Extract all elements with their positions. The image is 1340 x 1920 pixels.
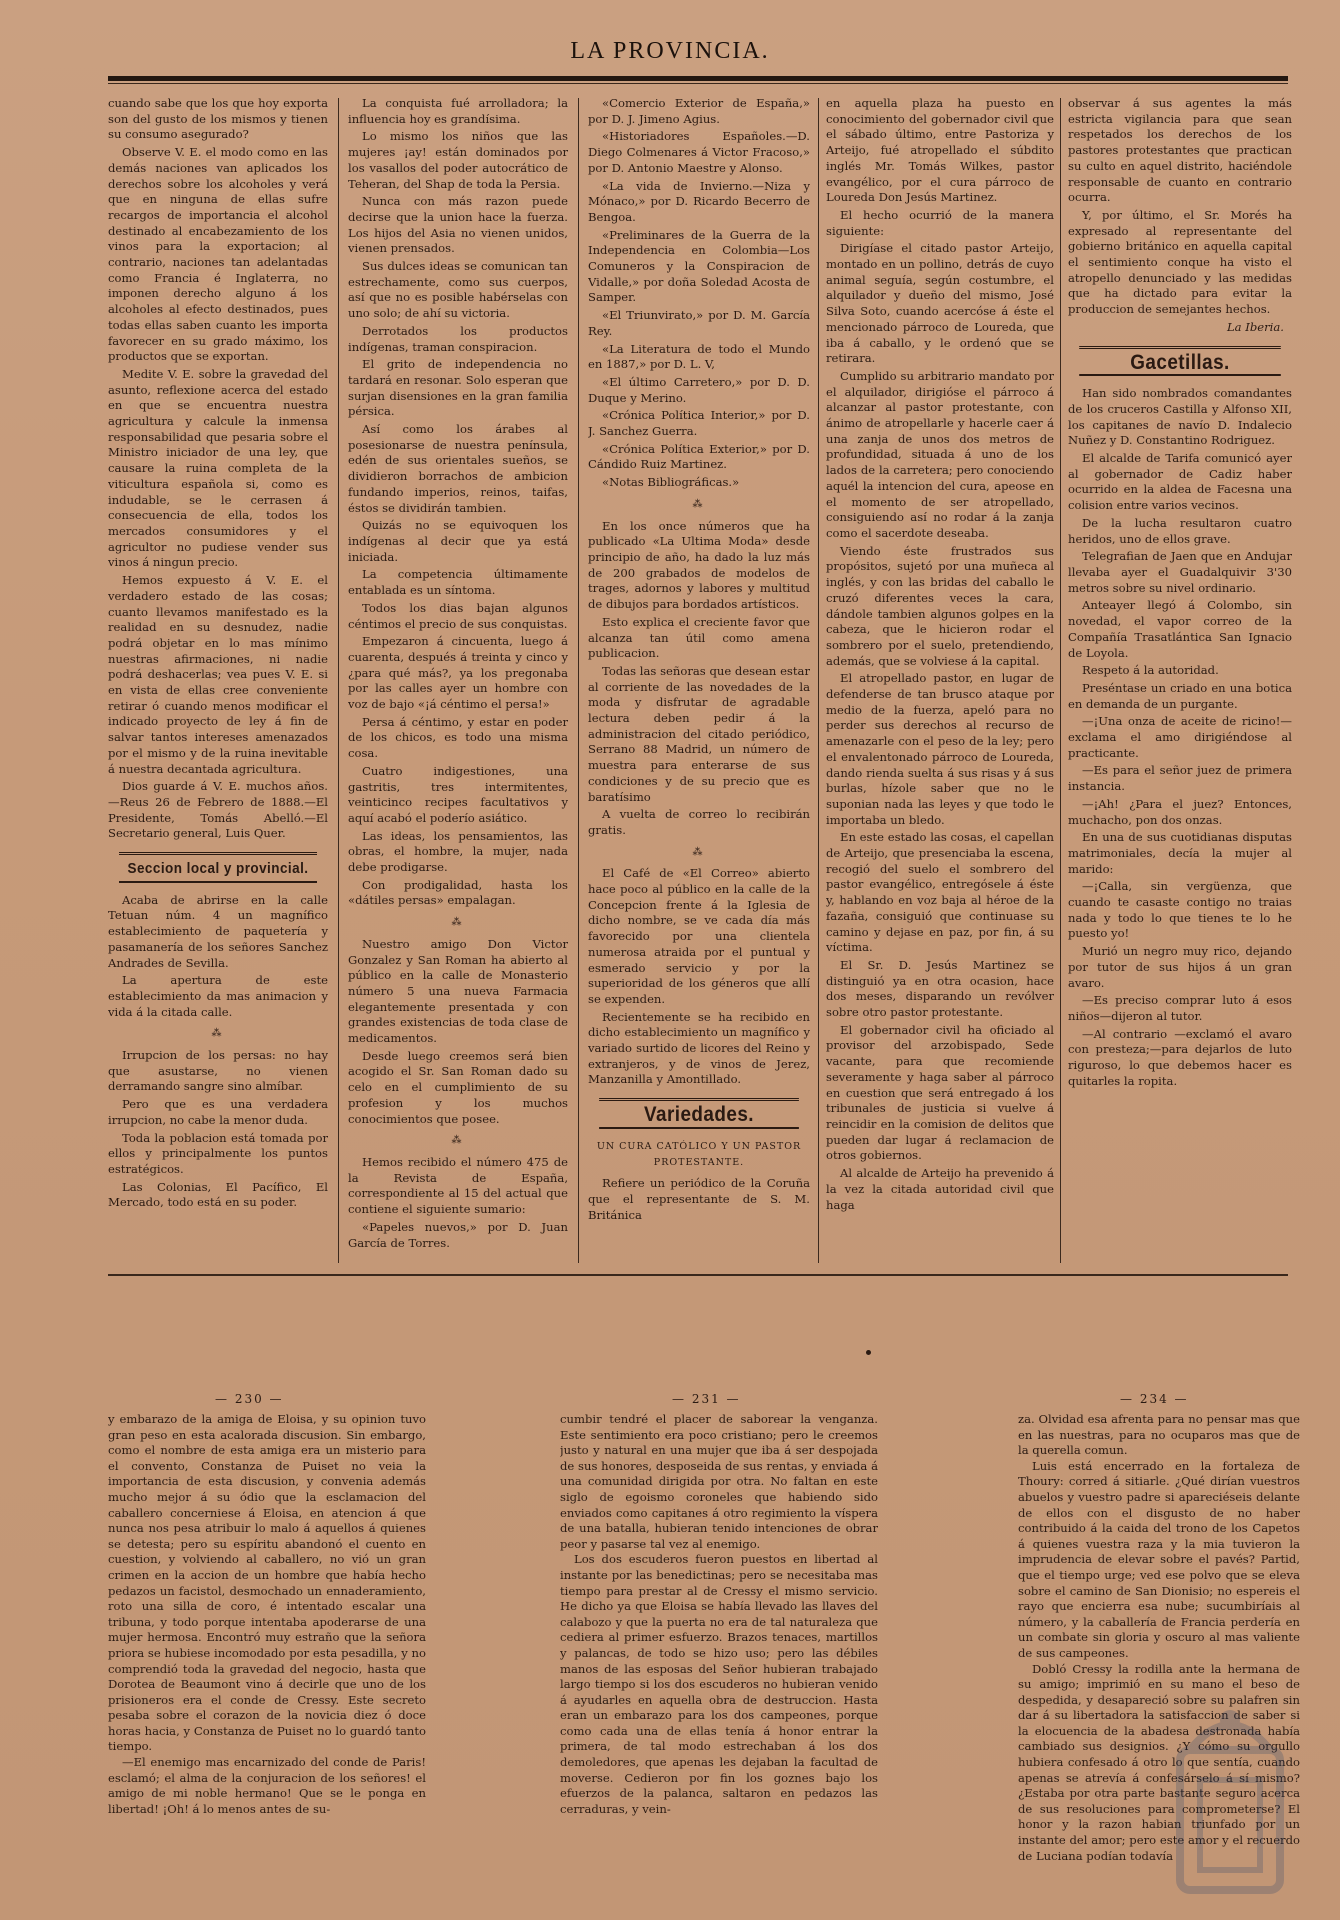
col4-paragraph: El hecho ocurrió de la manera siguiente: (826, 207, 1054, 238)
col2-paragraph: Nuestro amigo Don Victor Gonzalez y San Roman ha abierto al público en la calle de Monasterio número 5 una nueva Farmacia elegantemente presentada y con grandes existencias de toda clase de medicamentos. (348, 936, 568, 1046)
col1-paragraph: La apertura de este establecimiento da mas animacion y vida á la citada calle. (108, 973, 328, 1019)
col4-paragraph: en aquella plaza ha puesto en conocimiento del gobernador civil que el sábado último, entre Pastoriza y Arteijo, fué atropellado el súbdito inglés Mr. Tomás Wilkes, pastor evangélico, por el cura párroco de Loureda Don Jesús Martinez. (826, 96, 1054, 205)
col1-paragraph: Toda la poblacion está tomada por ellos y principalmente los puntos estratégicos. (108, 1130, 328, 1176)
col3-paragraph: En los once números que ha publicado «La Ultima Moda» desde principio de año, ha dado la luz más de 200 grabados de modelos de trages, adornos y labores y multitud de dibujos para bordados artísticos. (588, 518, 810, 612)
col5-paragraph: —¡Ah! ¿Para el juez? Entonces, muchacho, pon dos onzas. (1068, 796, 1292, 827)
col1-signature: Dios guarde á V. E. muchos años.—Reus 26 de Febrero de 1888.—El Presidente, Tomás Abelló.—El Secretario general, Luis Quer. (108, 779, 328, 841)
col2-paragraph: Desde luego creemos será bien acogido el Sr. San Roman dado su celo en el cumplimiento de su profesion y los muchos conocimientos que posee. (348, 1048, 568, 1126)
col3-paragraph: Todas las señoras que desean estar al corriente de las novedades de la moda y disfrutar de agradable lectura deben pedir á la administracion del citado periódico, Serrano 88 Madrid, un número de muestra para enterarse de sus condiciones y de su precio que es baratísimo (588, 663, 810, 804)
column-1 (108, 96, 328, 1266)
col4-paragraph: En este estado las cosas, el capellan de Arteijo, que presenciaba la escena, recogió del suelo el sombrero del pastor evangélico, entregósele á éste y, hablando en voz baja al héroe de la fazaña, consiguió que continuase su camino y dejase en paz, por fin, á su víctima. (826, 830, 1054, 955)
col3-paragraph: Recientemente se ha recibido en dicho establecimiento un magnífico y variado surtido de licores del Reino y extranjeros, y de vinos de Jerez, Manzanilla y Amontillado. (588, 1009, 810, 1087)
col2-paragraph: «Papeles nuevos,» por D. Juan García de Torres. (348, 1219, 568, 1250)
library-watermark-icon (1160, 1690, 1300, 1900)
col4-paragraph: El atropellado pastor, en lugar de defenderse de tan brusco ataque por medio de la fuerza, apeló para no perder sus derechos al recurso de amenazarle con el peso de la ley; pero el envalentonado párroco de Loureda, dando rienda suelta á sus risas y á sus burlas, hízole saber que no le suponian nada las leyes y que todo le importaba un bledo. (826, 671, 1054, 827)
separator-asterism: ⁂ (211, 1028, 225, 1040)
separator-asterism: ⁂ (692, 846, 706, 858)
col1-paragraph: Acaba de abrirse en la calle Tetuan núm. 4 un magnífico establecimiento de paquetería y pasamanería de los señores Sanchez Andrades de Sevilla. (108, 892, 328, 970)
book-page-2 (560, 1412, 878, 1912)
book-page-number: — 231 — (672, 1392, 741, 1406)
page-bottom-rule (108, 1274, 1288, 1276)
col5-paragraph: Respeto á la autoridad. (1082, 663, 1219, 678)
ink-dot (866, 1350, 871, 1355)
col4-paragraph: Viendo éste frustrados sus propósitos, sujetó por una muñeca al inglés, y con las bridas del caballo le cruzó diferentes veces la cara, dándole tambien algunos golpes en la cabeza, que le hicieron rodar el sombrero por el suelo, pretendiendo, además, que se volviese á la capital. (826, 543, 1054, 668)
col3-paragraph: «Crónica Política Interior,» por D. J. Sanchez Guerra. (588, 408, 810, 439)
col3-paragraph: El Café de «El Correo» abierto hace poco al público en la calle de la Concepcion frente á la Iglesia de dicho nombre, se ve cada día más favorecido por una clientela numerosa atraida por el puntual y esmerado servicio y por la superioridad de los géneros que allí se expenden. (588, 866, 810, 1006)
col3-paragraph: «El último Carretero,» por D. D. Duque y Merino. (588, 374, 810, 405)
col5-paragraph: De la lucha resultaron cuatro heridos, uno de ellos grave. (1068, 515, 1292, 546)
col5-paragraph: —Es preciso comprar luto á esos niños—dijeron al tutor. (1068, 993, 1292, 1023)
book-paragraph: y embarazo de la amiga de Eloisa, y su opinion tuvo gran peso en esta acalorada discusion. Sin embargo, como el nombre de esta amiga era un misterio para el convento, Constanza de Puiset no veia la importancia de esta discusion, y convenia además mucho mejor á su ódio que la esclamacion del caballero concerniese á Eloisa, en atencion á que nunca nos pesa atribuir lo malo á aquellos á quienes se detesta; pero su espíritu abandonó el cuento en cuestion, y volviendo al caballero, no vió un gran crimen en la accion de un hombre que había hecho pedazos un facistol, desmochado un ennaderamiento, roto una silla de coro, é intentado escalar una tribuna, y todo porque intentaba apoderarse de una mujer hermosa. Encontró muy estraño que la señora priora se hubiese incomodado por esta pesadilla, y no comprendió toda la gravedad del negocio, hasta que Dorotea de Beaumont vino á decirle que uno de los prisioneros era el conde de Cressy. Este secreto pesaba sobre el corazon de la novicia diez ó doce horas hacia, y Constanza de Puiset no lo guardó tanto tiempo. (108, 1412, 426, 1754)
col2-paragraph: Persa á céntimo, y estar en poder de los chicos, es todo una misma cosa. (348, 714, 568, 761)
col2-paragraph: Quizás no se equivoquen los indígenas al decir que ya está iniciada. (348, 518, 568, 564)
col3-paragraph: «Comercio Exterior de España,» por D. J. Jimeno Agius. (588, 96, 810, 126)
column-divider (578, 98, 579, 1263)
column-4 (826, 96, 1054, 1266)
book-paragraph: Luis está encerrado en la fortaleza de Thoury: corred á sitiarle. ¿Qué dirían vuestros abuelos y vuestro padre si apareciéseis delante de ellos con el disgusto de no haber contribuido á la caida del trono de los Capetos á quienes vuestra raza y la mia tuvieron la imprudencia de elevar sobre el pavés? Partid, que el tiempo urge; ved ese polvo que se eleva sobre el camino de San Dionisio; no espereis el rayo que encierra esa nube; sucumbiríais al número, y la caballería de Francia perdería en un combate sin gloria y oscuro al mas valiente de sus campeones. (1018, 1458, 1300, 1660)
col2-paragraph: Así como los árabes al posesionarse de nuestra península, edén de sus orientales sueños, se dividieron borrachos de ambicion fundando imperios, reinos, taifas, éstos se dividirán tambien. (348, 422, 568, 515)
col5-paragraph: —Al contrario —exclamó el avaro con presteza;—para dejarlos de luto riguroso, lo que debemos hacer es quitarles la ropita. (1068, 1026, 1292, 1088)
col2-paragraph: La competencia últimamente entablada es un síntoma. (348, 567, 568, 598)
col2-paragraph: Con prodigalidad, hasta los «dátiles persas» empalagan. (348, 877, 568, 908)
book-page-number: — 230 — (215, 1392, 284, 1406)
col5-paragraph: Murió un negro muy rico, dejando por tutor de sus hijos á un gran avaro. (1068, 944, 1292, 990)
col5-paragraph: Y, por último, el Sr. Morés ha expresado al representante del gobierno británico en aquella capital el sentimiento conque ha visto el atropello denunciado y las medidas que ha dictado para evitar la produccion de semejantes hechos. (1068, 207, 1292, 317)
col4-paragraph: Al alcalde de Arteijo ha prevenido á la vez la citada autoridad civil que haga (826, 1166, 1054, 1212)
col4-paragraph: Dirigíase el citado pastor Arteijo, montado en un pollino, detrás de cuyo animal seguía, según costumbre, el alquilador y dueño del mismo, José Silva Soto, cuando acercóse á éste el mencionado párroco de Loureda, que iba á caballo, y le ordenó que se retirara. (826, 241, 1054, 366)
column-divider (1060, 98, 1061, 1263)
col1-paragraph: cuando sabe que los que hoy exporta son del gusto de los mismos y tienen su consumo asegurado? (108, 96, 328, 142)
col2-paragraph: Sus dulces ideas se comunican tan estrechamente, como sus cuerpos, así que no es posible habérselas con uno solo; de ahí su victoria. (348, 259, 568, 321)
col5-paragraph: El alcalde de Tarifa comunicó ayer al gobernador de Cadiz haber ocurrido en la aldea de Facesna una colision entre varios vecinos. (1068, 451, 1292, 513)
col2-paragraph: Nunca con más razon puede decirse que la union hace la fuerza. Los hijos del Asia no vienen unidos, vienen prensados. (348, 194, 568, 256)
col5-paragraph: Preséntase un criado en una botica en demanda de un purgante. (1068, 680, 1292, 711)
book-paragraph: cumbir tendré el placer de saborear la venganza. Este sentimiento era poco cristiano; pero le creemos justo y natural en una mujer que iba á ser despojada de sus honores, desposeida de sus rentas, y enviada á una comunidad dirigida por otra. No faltan en este siglo de egoismo coroneles que habiendo sido enviados como capitanes á otro regimiento la víspera de una batalla, hubieran tenido intenciones de obrar peor y pasarse tal vez al enemigo. (560, 1412, 878, 1551)
col1-paragraph: Medite V. E. sobre la gravedad del asunto, reflexione acerca del estado en que se encuentra nuestra agricultura y calcule la inmensa responsabilidad que pesaria sobre el Ministro iniciador de una ley, que causare la ruina completa de la viticultura española si, como es indudable, se le cerrasen á consecuencia de ella, todos los mercados consumidores y el agricultor no pudiese vender sus vinos á ningun precio. (108, 366, 328, 570)
col5-paragraph: En una de sus cuotidianas disputas matrimoniales, decía la mujer al marido: (1068, 830, 1292, 876)
book-paragraph: za. Olvidad esa afrenta para no pensar mas que en las nuestras, para no ocuparos mas que de la querella comun. (1018, 1412, 1300, 1458)
column-divider (338, 98, 339, 1263)
masthead-title: LA PROVINCIA. (570, 38, 770, 64)
section-heading-local: Seccion local y provincial. (119, 852, 317, 883)
col3-paragraph: «La Literatura de todo el Mundo en 1887,» por D. L. V, (588, 341, 810, 372)
col4-paragraph: El Sr. D. Jesús Martinez se distinguió ya en otra ocasion, hace dos meses, disparando un revólver sobre otro pastor protestante. (826, 957, 1054, 1020)
section-heading-variedades: Variedades. (599, 1098, 799, 1129)
separator-asterism: ⁂ (451, 1135, 465, 1147)
book-page-1 (108, 1412, 426, 1912)
col3-paragraph: «Crónica Política Exterior,» por D. Cándido Ruiz Martinez. (588, 441, 810, 472)
col5-paragraph: observar á sus agentes la más estricta vigilancia para que sean respetados los derechos de los pastores protestantes que practican su culto en aquel distrito, haciéndole responsable de cuanto en contrario ocurra. (1068, 96, 1292, 205)
col2-paragraph: Hemos recibido el número 475 de la Revista de España, correspondiente al 15 del actual que contiene el siguiente sumario: (348, 1155, 568, 1217)
col4-paragraph: Cumplido su arbitrario mandato por el alquilador, dirigióse el párroco á alcanzar al pastor protestante, con ánimo de atropellarle y hacerle caer á una zanja de unos dos metros de profundidad, situada á uno de los lados de la carretera; pero conociendo aquél la intencion del cura, apeose en el momento de ser atropellado, consiguiendo así no rodar á la zanja como el sacerdote deseaba. (826, 368, 1054, 540)
col5-source: La Iberia. (1226, 319, 1284, 334)
col5-paragraph: Han sido nombrados comandantes de los cruceros Castilla y Alfonso XII, los capitanes de navío D. Indalecio Nuñez y D. Constantino Rodriguez. (1068, 386, 1292, 448)
column-5 (1068, 96, 1292, 1266)
book-page-number: — 234 — (1120, 1392, 1189, 1406)
col1-paragraph: Observe V. E. el modo como en las demás naciones van aplicados los derechos sobre los alcoholes y verá que en ninguna de ellas sufre recargos de importancia el alcohol destinado al encabezamiento de los vinos para la exportacion; al contrario, naciones tan adelantadas como Francia é Inglaterra, no imponen derecho alguno á los alcoholes al efecto destinados, pues todas ellas saben cuanto les importa favorecer en su grado máximo, los productos que se exportan. (108, 145, 328, 364)
col2-paragraph: Empezaron á cincuenta, luego á cuarenta, después á treinta y cinco y ¿para qué más?, ya los pregonaba por las calles ayer un hombre con voz de bajo «¡á céntimo el persa!» (348, 634, 568, 712)
col2-paragraph: Todos los dias bajan algunos céntimos el precio de sus conquistas. (348, 600, 568, 631)
col3-paragraph: «La vida de Invierno.—Niza y Mónaco,» por D. Ricardo Becerro de Bengoa. (588, 178, 810, 224)
masthead-rule-thin (108, 83, 1288, 84)
separator-asterism: ⁂ (692, 498, 706, 510)
column-divider (818, 98, 819, 1263)
col3-paragraph: «El Triunvirato,» por D. M. García Rey. (588, 308, 810, 338)
masthead-rule (108, 76, 1288, 81)
col1-paragraph: Irrupcion de los persas: no hay que asustarse, no vienen derramando sangre sino almíbar. (108, 1048, 328, 1094)
col5-paragraph: —Es para el señor juez de primera instancia. (1068, 763, 1292, 794)
col5-paragraph: —¡Calla, sin vergüenza, que cuando te casaste contigo no traias nada y todo lo que tienes te lo he puesto yo! (1068, 879, 1292, 941)
col5-paragraph: —¡Una onza de aceite de ricino!—exclama el amo dirigiéndose al practicante. (1068, 714, 1292, 760)
col2-paragraph: Lo mismo los niños que las mujeres ¡ay! están dominados por los vasallos del poder autocrático de Teheran, del Shap de toda la Persia. (348, 129, 568, 191)
col1-paragraph: Las Colonias, El Pacífico, El Mercado, todo está en su poder. (108, 1179, 328, 1210)
column-2 (348, 96, 568, 1266)
col3-paragraph: «Preliminares de la Guerra de la Independencia en Colombia—Los Comuneros y la Conspiracion de Vidalle,» por doña Soledad Acosta de Samper. (588, 227, 810, 305)
col4-paragraph: El gobernador civil ha oficiado al provisor del arzobispado, Sede vacante, para que recomiende severamente y haga saber al párroco en cuestion que será entregado á los tribunales de justicia si vuelve á reincidir en la comision de delitos que pueden dar lugar á reclamacion de otros gobiernos. (826, 1022, 1054, 1163)
col2-paragraph: El grito de independencia no tardará en resonar. Solo esperan que surjan disensiones en la gran familia pérsica. (348, 357, 568, 419)
col3-paragraph: «Notas Bibliográficas.» (602, 475, 740, 490)
col2-paragraph: Las ideas, los pensamientos, las obras, el hombre, la mujer, nada debe prodigarse. (348, 828, 568, 875)
book-paragraph: Los dos escuderos fueron puestos en libertad al instante por las benedictinas; pero se necesitaba mas tiempo para prestar al de Cressy el mismo servicio. He dicho ya que Eloisa se había llevado las llaves del calabozo y que la puerta no era de tal naturaleza que cediera al primer esfuerzo. Brazos tenaces, martillos y palancas, de todo se hizo uso; pero las débiles manos de las esposas del Señor hubieran trabajado largo tiempo si los dos escuderos no hubieran venido á ayudarles en aquella obra de destruccion. Hasta eran un embarazo para los dos campeones, porque como cada una de ellas tenía á honor entrar la primera, de tal modo estrechaban á los dos demoledores, que apenas les dejaban la facultad de moverse. Cedieron por fin los goznes bajo los efuerzos de la palanca, saltaron en pedazos las cerraduras, y vein- (560, 1552, 878, 1816)
col2-paragraph: Cuatro indigestiones, una gastritis, tres intermitentes, veinticinco recipes facultativos y aquí acabó el poderío asiático. (348, 763, 568, 825)
book-paragraph: Dobló Cressy la rodilla ante la hermana de su amigo; imprimió en su mano el beso de despedida, y desapareció sobre su palafren sin dar á su libertadora la satisfaccion de saber si la elocuencia de la abadesa destronada había cambiado sus designios. ¿Y cómo su orgullo hubiera confesado á otro lo que sentía, cuando apenas se atrevía á confesárselo á sí mismo? ¿Estaba por otra parte bastante seguro acerca de sus resoluciones para comprometerse? El honor y la razon habian triunfado por un instante del amor; pero este amor y el recuerdo de Luciana podían todavía (1018, 1661, 1300, 1863)
col3-paragraph: Esto explica el creciente favor que alcanza tan útil como amena publicacion. (588, 614, 810, 661)
col5-paragraph: Anteayer llegó á Colombo, sin novedad, el vapor correo de la Compañía Trasatlántica San Ignacio de Loyola. (1068, 598, 1292, 660)
col2-paragraph: Derrotados los productos indígenas, traman conspiracion. (348, 323, 568, 354)
section-heading-gacetillas: Gacetillas. (1079, 346, 1281, 377)
col5-paragraph: Telegrafian de Jaen que en Andujar llevaba ayer el Guadalquivir 3'30 metros sobre su nivel ordinario. (1068, 549, 1292, 595)
separator-asterism: ⁂ (451, 917, 465, 929)
col3-paragraph: «Historiadores Españoles.—D. Diego Colmenares á Victor Fracoso,» por D. Antonio Maestre y Alonso. (588, 129, 810, 175)
book-paragraph: —El enemigo mas encarnizado del conde de Paris! esclamó; el alma de la conjuracion de los señores! el amigo de mi noble hermano! Que se le ponga en libertad! ¡Oh! á lo menos antes de su- (108, 1755, 426, 1816)
col1-paragraph: Pero que es una verdadera irrupcion, no cabe la menor duda. (108, 1097, 328, 1127)
article-subtitle: UN CURA CATÓLICO Y UN PASTOR PROTESTANTE. (596, 1140, 802, 1168)
col3-paragraph: Refiere un periódico de la Coruña que el representante de S. M. Británica (588, 1176, 810, 1222)
column-3 (588, 96, 810, 1266)
col1-paragraph: Hemos expuesto á V. E. el verdadero estado de las cosas; cuanto llevamos manifestado es la realidad en su desnudez, nadie podrá objetar en lo mas mínimo nuestras afirmaciones, ni nadie podrá deshacerlas; vea pues V. E. si en vista de ellas cree conveniente retirar ó cuando menos modificar el indicado proyecto de ley á fin de salvar tantos intereses amenazados por el mismo y de la ruina inevitable á nuestra decantada agricultura. (108, 573, 328, 776)
col3-paragraph: A vuelta de correo lo recibirán gratis. (588, 807, 810, 837)
col2-paragraph: La conquista fué arrolladora; la influencia hoy es grandísima. (348, 96, 568, 126)
